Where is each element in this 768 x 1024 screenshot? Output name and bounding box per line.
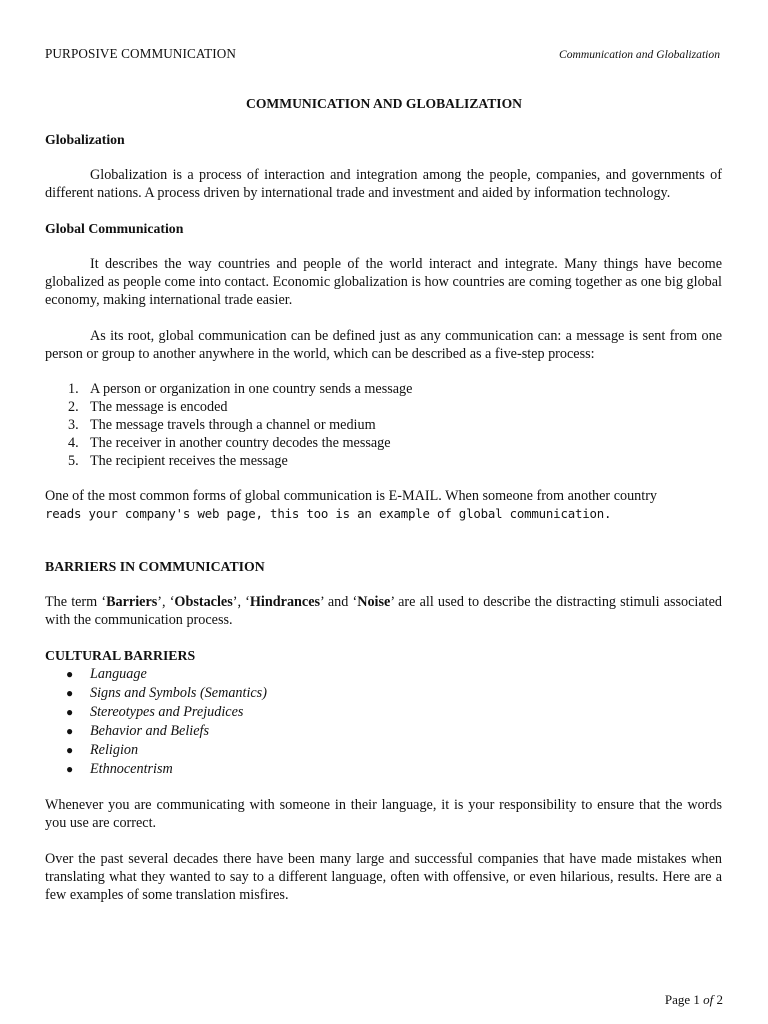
list-item-text: Religion xyxy=(90,742,139,758)
header-course-title: PURPOSIVE COMMUNICATION xyxy=(45,46,236,61)
list-item xyxy=(45,416,412,434)
heading-cultural-barriers: CULTURAL BARRIERS xyxy=(45,648,196,663)
list-item xyxy=(45,434,412,452)
term-noise: Noise xyxy=(357,594,391,610)
barriers-intro-suffix: ’ are all used to describe the distracting stimuli associated with the communication process. xyxy=(45,594,723,628)
page-of: of xyxy=(703,992,714,1007)
paragraph-language-responsibility: Whenever you are communicating with someone in their language, it is your responsibility to ensure that the words you use are correct. xyxy=(45,797,722,831)
paragraph-email-line-1: One of the most common forms of global communication is E-MAIL. When someone from another country xyxy=(45,488,658,504)
page-total: 2 xyxy=(716,992,723,1007)
list-item xyxy=(45,380,412,398)
list-item xyxy=(45,741,267,760)
bullet-icon: ● xyxy=(66,743,74,757)
barriers-sep-1: ’, ‘ xyxy=(157,594,175,610)
bullet-icon: ● xyxy=(66,724,74,738)
list-item-text: The receiver in another country decodes the message xyxy=(90,435,391,451)
paragraph-globalization: Globalization is a process of interaction and integration among the people, companies, and governments of different nations. A process driven by international trade and investment and aided by information technology. xyxy=(45,167,722,201)
paragraph-barriers-intro xyxy=(45,593,722,629)
list-item-text: The message is encoded xyxy=(90,399,228,415)
list-item xyxy=(45,684,267,703)
list-item-text: Signs and Symbols (Semantics) xyxy=(90,685,267,701)
list-item-text: The recipient receives the message xyxy=(90,453,288,469)
list-number: 1. xyxy=(68,381,79,397)
paragraph-translation-misfires: Over the past several decades there have been many large and successful companies that have made mistakes when translating what they wanted to say to a different language, often with offensive, or even hilarious, results. Here are a few examples of some translation misfires. xyxy=(45,851,722,903)
five-step-process-list xyxy=(45,380,412,470)
bullet-icon: ● xyxy=(66,705,74,719)
term-obstacles: Obstacles xyxy=(174,594,233,610)
list-number: 4. xyxy=(68,435,79,451)
list-item-text: Stereotypes and Prejudices xyxy=(90,704,244,720)
heading-global-communication: Global Communication xyxy=(45,221,184,236)
list-item xyxy=(45,703,267,722)
bullet-icon: ● xyxy=(66,667,74,681)
bullet-icon: ● xyxy=(66,686,74,700)
header-topic-title: Communication and Globalization xyxy=(558,48,720,61)
list-item-text: Behavior and Beliefs xyxy=(90,723,209,739)
list-number: 5. xyxy=(68,453,79,469)
list-item-text: Language xyxy=(90,666,147,682)
list-item xyxy=(45,398,412,416)
paragraph-email-line-2: reads your company's web page, this too is an example of global communication. xyxy=(45,506,612,521)
list-item-text: The message travels through a channel or medium xyxy=(90,417,376,433)
page-number xyxy=(665,991,723,1009)
list-item xyxy=(45,665,267,684)
list-item-text: A person or organization in one country sends a message xyxy=(90,381,413,397)
list-item xyxy=(45,452,412,470)
paragraph-global-communication-1: It describes the way countries and people of the world interact and integrate. Many things have become globalized as people come into contact. Economic globalization is how countries are coming together as one big global economy, making international trade easier. xyxy=(45,256,722,308)
list-item xyxy=(45,760,267,779)
page-current: 1 xyxy=(693,992,700,1007)
term-hindrances: Hindrances xyxy=(249,594,321,610)
heading-globalization: Globalization xyxy=(45,132,125,147)
cultural-barriers-list xyxy=(45,665,267,779)
barriers-sep-3: ’ and ‘ xyxy=(320,594,358,610)
list-item xyxy=(45,722,267,741)
list-item-text: Ethnocentrism xyxy=(90,761,173,777)
list-number: 3. xyxy=(68,417,79,433)
paragraph-global-communication-2: As its root, global communication can be defined just as any communication can: a message is sent from one person or group to another anywhere in the world, which can be described as a five-step process: xyxy=(45,328,722,362)
list-number: 2. xyxy=(68,399,79,415)
term-barriers: Barriers xyxy=(106,594,158,610)
barriers-sep-2: ’, ‘ xyxy=(232,594,250,610)
barriers-intro-prefix: The term ‘ xyxy=(45,594,107,610)
page-label: Page xyxy=(664,992,691,1007)
document-title: COMMUNICATION AND GLOBALIZATION xyxy=(246,96,522,111)
heading-barriers-in-communication: BARRIERS IN COMMUNICATION xyxy=(45,559,265,574)
bullet-icon: ● xyxy=(66,762,74,776)
